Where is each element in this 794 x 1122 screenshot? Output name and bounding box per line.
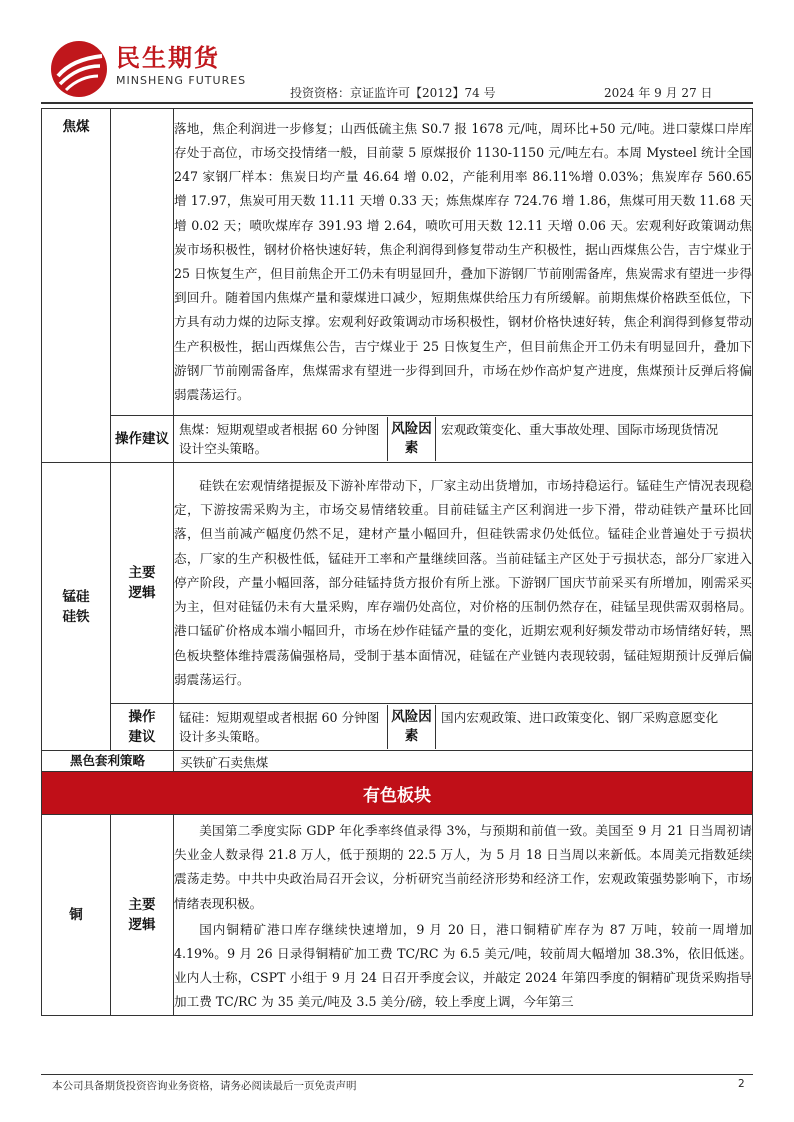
minsheng-logo-icon [50, 40, 108, 98]
alloy-op-cell [174, 704, 753, 751]
coke-op-label: 操作建议 [111, 416, 174, 463]
alloy-op-row [42, 704, 753, 751]
copper-paragraph-2: 国内铜精矿港口库存继续快速增加，9 月 20 日，港口铜精矿库存为 87 万吨，较前一周增加 4.19%。9 月 26 日录得铜精矿加工费 TC/RC 为 6.5 美元/吨，较前周大幅增加 38.3%，依旧低迷。业内人士称，CSPT 小组于 9 月 24 日召开季度会议，并敲定 2024 年第四季度的铜精矿现货采购指导加工费 TC/RC 为 35 美元/吨及 3.5 美分/磅，较上季度上调，今年第三 [174, 921, 752, 1010]
nonferrous-banner: 有色板块 [42, 772, 753, 815]
report-date: 2024 年 9 月 27 日 [604, 86, 713, 100]
alloy-risk-label: 风险因素 [388, 705, 436, 749]
arb-text: 买铁矿石卖焦煤 [174, 751, 753, 772]
commodity-alloy: 锰硅硅铁 [42, 463, 111, 751]
header-divider [41, 102, 753, 104]
copper-paragraph-1: 美国第二季度实际 GDP 年化季率终值录得 3%，与预期和前值一致。美国至 9 月 21 日当周初请失业金人数录得 21.8 万人，低于预期的 22.5 万人，为 5 月 18 日当周以来新低。本周美元指数延续震荡走势。中共中央政治局召开会议，分析研究当前经济形势和经济工作，宏观政策强势影响下，市场情绪表现积极。 [174, 823, 752, 911]
coke-risk-text: 宏观政策变化、重大事故处理、国际市场现货情况 [441, 422, 719, 437]
report-table [41, 108, 753, 1016]
alloy-risk-text: 国内宏观政策、进口政策变化、钢厂采购意愿变化 [441, 710, 719, 725]
alloy-logic-row [42, 463, 753, 704]
brand-name-en: MINSHENG FUTURES [116, 74, 247, 87]
license-text: 投资资格：京证监许可【2012】74 号 [290, 86, 496, 100]
copper-logic-label: 主要逻辑 [111, 815, 174, 1016]
copper-logic-cell [174, 815, 753, 1016]
coke-op-cell [174, 416, 753, 463]
coke-logic-row [42, 109, 753, 416]
coke-logic-text: 落地，焦企利润进一步修复；山西低硫主焦 S0.7 报 1678 元/吨，周环比+50 元/吨。进口蒙煤口岸库存处于高位，市场交投情绪一般，目前蒙 5 原煤报价 1130-1150 元/吨左右。本周 Mysteel 统计全国 247 家钢厂样本：焦炭日均产量 46.64 增 0.02，产能利用率 86.11%增 0.03%；焦炭库存 560.65 增 17.97，焦炭可用天数 11.11 天增 0.33 天；炼焦煤库存 724.76 增 1.86，焦煤可用天数 11.68 天增 0.02 天；喷吹煤库存 391.93 增 2.64，喷吹可用天数 12.11 天增 0.06 天。宏观利好政策调动焦炭市场积极性，钢材价格快速好转，焦企利润得到修复带动生产积极性，据山西煤焦公告，吉宁煤业于 25 日恢复生产，但目前焦企开工仍未有明显回升，叠加下游钢厂节前刚需备库，焦炭需求有望进一步得到回升。随着国内焦煤产量和蒙煤进口减少，短期焦煤供给压力有所缓解。前期焦煤价格跌至低位，下方具有动力煤的边际支撑。宏观利好政策调动市场积极性，钢材价格快速好转，焦企利润得到修复带动生产积极性，据山西煤焦公告，吉宁煤业于 25 日恢复生产，但目前焦企开工仍未有明显回升，叠加下游钢厂节前刚需备库，焦煤需求有望进一步得到回升，市场在炒作高炉复产进度，焦煤预计反弹后将偏弱震荡运行。 [174, 109, 753, 416]
page-header [0, 0, 794, 110]
copper-logic-row [42, 815, 753, 1016]
coke-risk-label: 风险因素 [388, 417, 436, 461]
commodity-copper: 铜 [42, 815, 111, 1016]
page-number: 2 [738, 1078, 745, 1090]
commodity-coke: 焦煤 [42, 109, 111, 463]
coke-op-row [42, 416, 753, 463]
footer-divider [41, 1074, 753, 1075]
arb-label: 黑色套利策略 [42, 751, 174, 772]
arb-row [42, 751, 753, 772]
footer-disclaimer: 本公司具备期货投资咨询业务资格，请务必阅读最后一页免责声明 [52, 1080, 357, 1092]
alloy-op-text: 锰硅：短期观望或者根据 60 分钟图设计多头策略。 [179, 710, 380, 744]
alloy-logic-label: 主要逻辑 [111, 463, 174, 704]
coke-logic-label-cell [111, 109, 174, 416]
coke-op-text: 焦煤：短期观望或者根据 60 分钟图设计空头策略。 [179, 422, 380, 456]
nonferrous-banner-row [42, 772, 753, 815]
alloy-logic-text: 硅铁在宏观情绪提振及下游补库带动下，厂家主动出货增加，市场持稳运行。锰硅生产情况表现稳定，下游按需采购为主，市场交易情绪较重。目前硅锰主产区利润进一步下滑，带动硅铁产量环比回落，但当前减产幅度仍然不足，建材产量小幅回升，但硅铁需求仍处低位。锰硅企业普遍处于亏损状态，厂家的生产积极性低，锰硅开工率和产量继续回落。当前硅锰主产区处于亏损状态，部分厂家进入停产阶段，产量小幅回落，部分硅锰持货方报价有所上涨。下游钢厂国庆节前采买有所增加，刚需采买为主，但对硅锰仍未有大量采购，库存端仍处高位，对价格的压制仍然存在，硅锰呈现供需双弱格局。港口锰矿价格成本端小幅回升，市场在炒作硅锰产量的变化，近期宏观利好频发带动市场情绪好转，黑色板块整体维持震荡偏强格局，受制于基本面情况，硅锰在产业链内表现较弱，锰硅短期预计反弹后偏弱震荡运行。 [174, 463, 753, 704]
alloy-op-label: 操作建议 [111, 704, 174, 751]
brand-name-cn: 民生期货 [116, 44, 220, 72]
